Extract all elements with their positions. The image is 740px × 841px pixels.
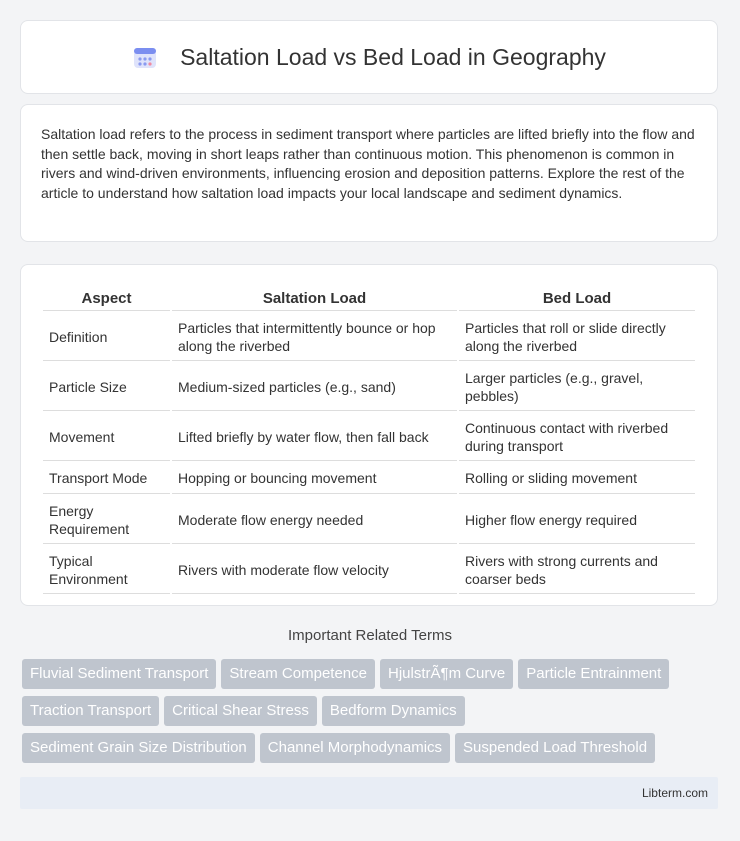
header-bed: Bed Load (459, 287, 695, 311)
cell-aspect: Definition (43, 313, 170, 361)
cell-aspect: Energy Requirement (43, 496, 170, 544)
cell-bed: Rolling or sliding movement (459, 463, 695, 494)
related-terms-list (22, 659, 722, 770)
cell-saltation: Moderate flow energy needed (172, 496, 457, 544)
cell-aspect: Typical Environment (43, 546, 170, 594)
table-row (43, 413, 695, 461)
related-tag[interactable]: HjulstrÃ¶m Curve (380, 659, 513, 689)
table-row (43, 363, 695, 411)
table-row (43, 463, 695, 494)
cell-saltation: Lifted briefly by water flow, then fall back (172, 413, 457, 461)
cell-bed: Rivers with strong currents and coarser beds (459, 546, 695, 594)
related-tag[interactable]: Particle Entrainment (518, 659, 669, 689)
related-tag[interactable]: Traction Transport (22, 696, 159, 726)
calendar-icon (132, 44, 158, 70)
cell-saltation: Particles that intermittently bounce or hop along the riverbed (172, 313, 457, 361)
intro-text: Saltation load refers to the process in sediment transport where particles are lifted briefly into the flow and then settle back, moving in short leaps rather than continuous motion. This phenomenon is common in rivers and wind-driven environments, influencing erosion and deposition patterns. Explore the rest of the article to understand how saltation load impacts your local landscape and sediment dynamics. (41, 126, 695, 201)
related-tag[interactable]: Sediment Grain Size Distribution (22, 733, 255, 763)
related-terms-title: Important Related Terms (288, 627, 452, 644)
cell-bed: Higher flow energy required (459, 496, 695, 544)
header-card (20, 20, 718, 94)
related-tag[interactable]: Stream Competence (221, 659, 375, 689)
comparison-card (20, 264, 718, 606)
related-tag[interactable]: Bedform Dynamics (322, 696, 465, 726)
related-tag[interactable]: Critical Shear Stress (164, 696, 317, 726)
related-tag[interactable]: Fluvial Sediment Transport (22, 659, 216, 689)
header-aspect: Aspect (43, 287, 170, 311)
cell-aspect: Transport Mode (43, 463, 170, 494)
related-tag[interactable]: Channel Morphodynamics (260, 733, 450, 763)
cell-saltation: Hopping or bouncing movement (172, 463, 457, 494)
cell-aspect: Particle Size (43, 363, 170, 411)
intro-card (20, 104, 718, 242)
related-tag[interactable]: Suspended Load Threshold (455, 733, 655, 763)
cell-saltation: Medium-sized particles (e.g., sand) (172, 363, 457, 411)
page-title: Saltation Load vs Bed Load in Geography (180, 43, 606, 70)
header-saltation: Saltation Load (172, 287, 457, 311)
cell-bed: Larger particles (e.g., gravel, pebbles) (459, 363, 695, 411)
comparison-table (41, 285, 697, 596)
cell-saltation: Rivers with moderate flow velocity (172, 546, 457, 594)
table-row (43, 313, 695, 361)
cell-bed: Continuous contact with riverbed during transport (459, 413, 695, 461)
footer (20, 777, 718, 809)
cell-bed: Particles that roll or slide directly along the riverbed (459, 313, 695, 361)
table-row (43, 546, 695, 594)
table-row (43, 496, 695, 544)
cell-aspect: Movement (43, 413, 170, 461)
footer-site-link[interactable]: Libterm.com (641, 786, 708, 800)
